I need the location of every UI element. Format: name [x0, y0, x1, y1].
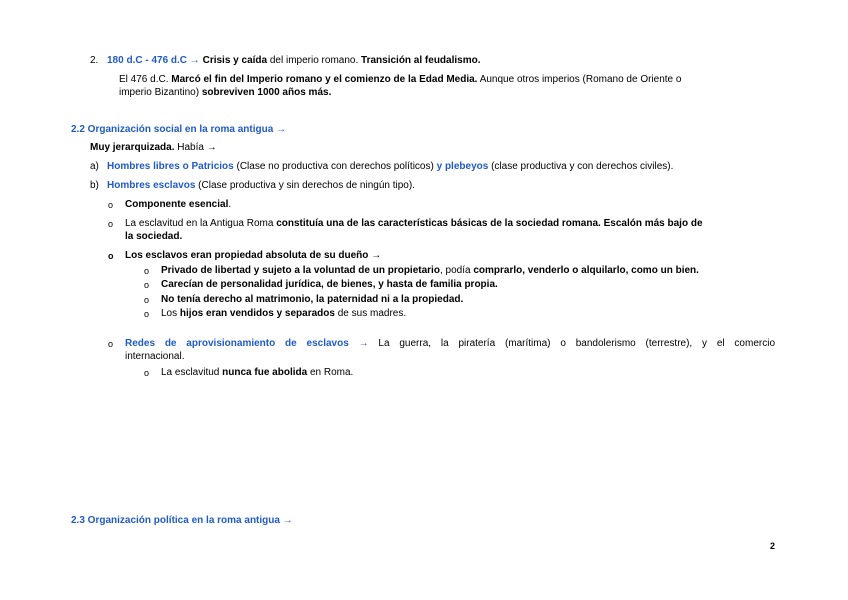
- bullet-icon: o: [108, 339, 114, 349]
- arrow-icon: →: [371, 250, 382, 261]
- bullet-icon: o: [144, 266, 150, 276]
- item-2-paragraph-line-2: [119, 87, 331, 99]
- dates: 180 d.C - 476 d.C →: [107, 55, 200, 66]
- text-bold: Privado de libertad y sujeto a la voluntad de un propietario: [161, 265, 440, 276]
- text-bold: constituía una de las características básicas de la sociedad romana. Escalón más bajo de: [276, 218, 703, 229]
- nested-bullet-1: [161, 265, 699, 277]
- text: El 476 d.C.: [119, 74, 169, 85]
- text-bold: sobreviven 1000 años más.: [201, 87, 332, 98]
- transition-text: Transición al feudalismo.: [361, 55, 481, 66]
- nested-bullet-2: [161, 279, 498, 291]
- text: (Clase no productiva con derechos políticos): [236, 161, 434, 172]
- page-number: 2: [770, 541, 776, 551]
- sub-bullet-4-line-1: [125, 338, 775, 350]
- text-blue: y plebeyos: [436, 161, 489, 172]
- sub-bullet-3: [125, 250, 381, 262]
- sub-bullet-4-line-2: internacional.: [125, 351, 185, 362]
- sub-bullet-2-line-2: [125, 231, 182, 243]
- text: Aunque otros imperios (Romano de Oriente o: [479, 74, 682, 85]
- bullet-icon: o: [144, 280, 150, 290]
- section-2-3-title: 2.3 Organización política en la roma antigua →: [71, 515, 293, 526]
- text: en Roma.: [309, 367, 354, 378]
- bullet-icon: o: [108, 251, 114, 261]
- nested-bullet-5: [161, 367, 353, 379]
- bullet-icon: o: [108, 200, 114, 210]
- text-bold: comprarlo, venderlo o alquilarlo, como un bien.: [473, 265, 699, 276]
- bullet-icon: o: [144, 295, 150, 305]
- list-number: 2.: [90, 55, 99, 66]
- text: .: [228, 199, 232, 210]
- text: (clase productiva y con derechos civiles).: [491, 161, 674, 172]
- nested-bullet-4: [161, 308, 406, 320]
- bullet-icon: o: [108, 219, 114, 229]
- section-2-2-intro: [90, 142, 217, 154]
- text-blue: Redes de aprovisionamiento de esclavos →: [125, 338, 369, 349]
- text: (Clase productiva y sin derechos de ningún tipo).: [198, 180, 415, 191]
- bullet-icon: o: [144, 368, 150, 378]
- text: La esclavitud en la Antigua Roma: [125, 218, 274, 229]
- list-marker-b: b): [90, 180, 99, 191]
- text-bold: Los esclavos eran propiedad absoluta de su dueño: [125, 250, 369, 261]
- text-bold: nunca fue abolida: [222, 367, 308, 378]
- list-item-b: [107, 180, 415, 192]
- text: de sus madres.: [337, 308, 407, 319]
- mid-text: del imperio romano.: [269, 55, 359, 66]
- text: , podía: [439, 265, 471, 276]
- text: Los: [161, 308, 178, 319]
- text-bold: Carecían de personalidad jurídica, de bienes, y hasta de familia propia.: [161, 279, 498, 290]
- item-2-paragraph-line-1: [119, 74, 681, 86]
- text: imperio Bizantino): [119, 87, 200, 98]
- text-bold: la sociedad.: [125, 231, 183, 242]
- text-bold: Marcó el fin del Imperio romano y el comienzo de la Edad Media.: [171, 74, 478, 85]
- item-2-heading: [107, 55, 481, 67]
- text: La esclavitud: [161, 367, 220, 378]
- list-marker-a: a): [90, 161, 99, 172]
- text: La guerra, la piratería (marítima) o bandolerismo (terrestre), y el comercio: [378, 338, 775, 349]
- sub-bullet-1: [125, 199, 231, 211]
- list-item-a: [107, 161, 673, 173]
- section-2-2-title: 2.2 Organización social en la roma antigua →: [71, 124, 287, 135]
- text-bold: Muy jerarquizada.: [90, 142, 175, 153]
- text-blue: Hombres esclavos: [107, 180, 196, 191]
- sub-bullet-2-line-1: [125, 218, 703, 230]
- text: Había →: [177, 142, 217, 153]
- nested-bullet-3: [161, 294, 463, 306]
- text-blue: Hombres libres o Patricios: [107, 161, 234, 172]
- text-bold: Componente esencial: [125, 199, 229, 210]
- text-bold: hijos eran vendidos y separados: [179, 308, 335, 319]
- crisis-text: Crisis y caída: [202, 55, 268, 66]
- bullet-icon: o: [144, 309, 150, 319]
- text-bold: No tenía derecho al matrimonio, la paternidad ni a la propiedad.: [161, 294, 464, 305]
